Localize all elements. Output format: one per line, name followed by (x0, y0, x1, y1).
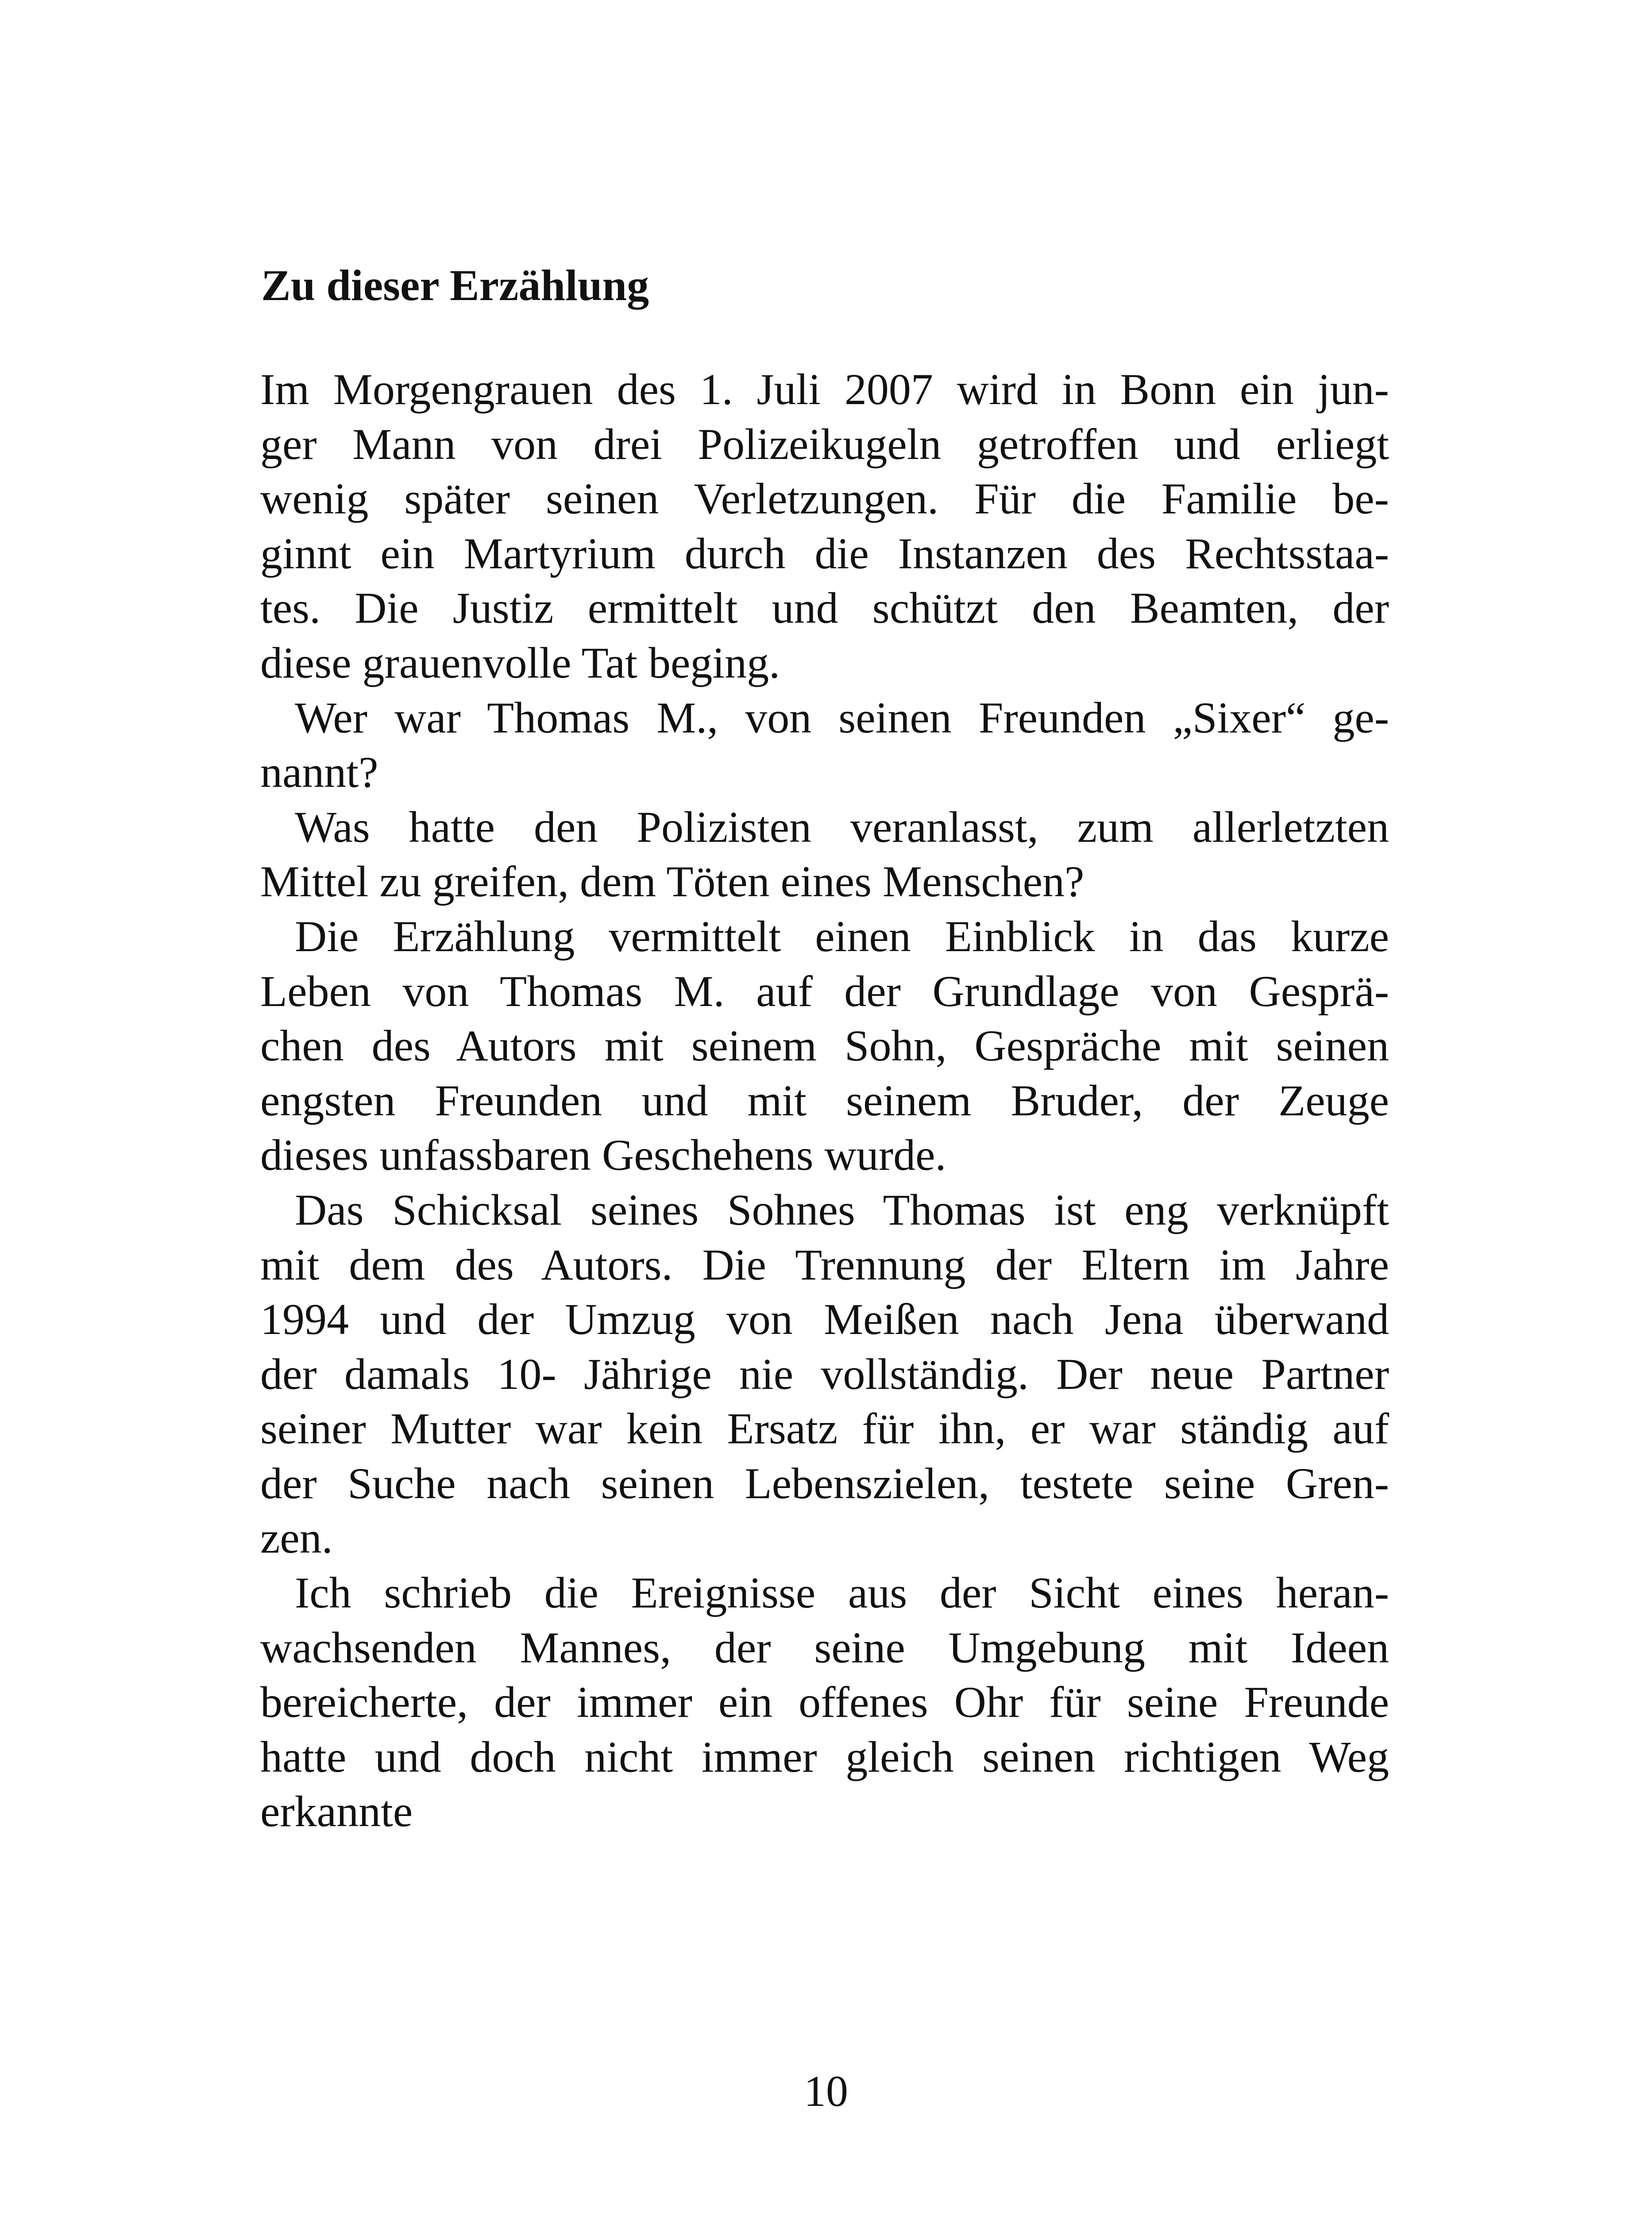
text-line: tes. Die Justiz ermittelt und schützt den Beamten, der (260, 583, 1389, 633)
page-number: 10 (804, 2066, 848, 2116)
text-line: 1994 und der Umzug von Meißen nach Jena überwand (260, 1295, 1389, 1344)
text-line: ger Mann von drei Polizeikugeln getroffen und erliegt (260, 419, 1389, 469)
text-line: Mittel zu greifen, dem Töten eines Menschen? (260, 857, 1085, 906)
text-line: Das Schicksal seines Sohnes Thomas ist eng verknüpft (295, 1185, 1389, 1234)
text-line: hatte und doch nicht immer gleich seinen richtigen Weg (260, 1732, 1389, 1781)
text-line: bereicherte, der immer ein offenes Ohr für seine Freunde (260, 1677, 1389, 1727)
text-line: Die Erzählung vermittelt einen Einblick in das kurze (295, 911, 1389, 961)
paragraph (260, 1183, 1389, 1565)
text-line: Ich schrieb die Ereignisse aus der Sicht eines heran- (295, 1568, 1389, 1618)
text-line: Wer war Thomas M., von seinen Freunden „Sixer“ ge- (295, 693, 1389, 742)
text-line: chen des Autors mit seinem Sohn, Gespräche mit seinen (260, 1021, 1389, 1071)
paragraph (260, 362, 1389, 690)
text-line: Leben von Thomas M. auf der Grundlage von Gesprä- (260, 966, 1389, 1016)
paragraph (260, 909, 1389, 1183)
text-line: Was hatte den Polizisten veranlasst, zum allerletzten (295, 802, 1389, 852)
text-line: Im Morgengrauen des 1. Juli 2007 wird in Bonn ein jun- (260, 365, 1389, 414)
section-heading: Zu dieser Erzählung (261, 261, 649, 310)
paragraph (260, 1565, 1389, 1839)
text-line: nannt? (260, 748, 378, 797)
text-line: engsten Freunden und mit seinem Bruder, der Zeuge (260, 1076, 1389, 1125)
text-line: wachsenden Mannes, der seine Umgebung mit Ideen (260, 1623, 1389, 1672)
text-line: mit dem des Autors. Die Trennung der Eltern im Jahre (260, 1240, 1389, 1289)
text-line: seiner Mutter war kein Ersatz für ihn, er war ständig auf (260, 1404, 1389, 1453)
body-text (260, 362, 1389, 1839)
paragraph (260, 800, 1389, 909)
text-line: wenig später seinen Verletzungen. Für die Familie be- (260, 474, 1389, 524)
text-line: erkannte (260, 1787, 413, 1836)
text-line: der Suche nach seinen Lebenszielen, testete seine Gren- (260, 1458, 1389, 1508)
text-line: dieses unfassbaren Geschehens wurde. (260, 1130, 946, 1180)
text-line: der damals 10- Jährige nie vollständig. Der neue Partner (260, 1349, 1389, 1399)
text-line: ginnt ein Martyrium durch die Instanzen des Rechtsstaa- (260, 528, 1389, 578)
paragraph (260, 690, 1389, 800)
text-line: diese grauenvolle Tat beging. (260, 638, 780, 687)
text-line: zen. (260, 1513, 333, 1563)
